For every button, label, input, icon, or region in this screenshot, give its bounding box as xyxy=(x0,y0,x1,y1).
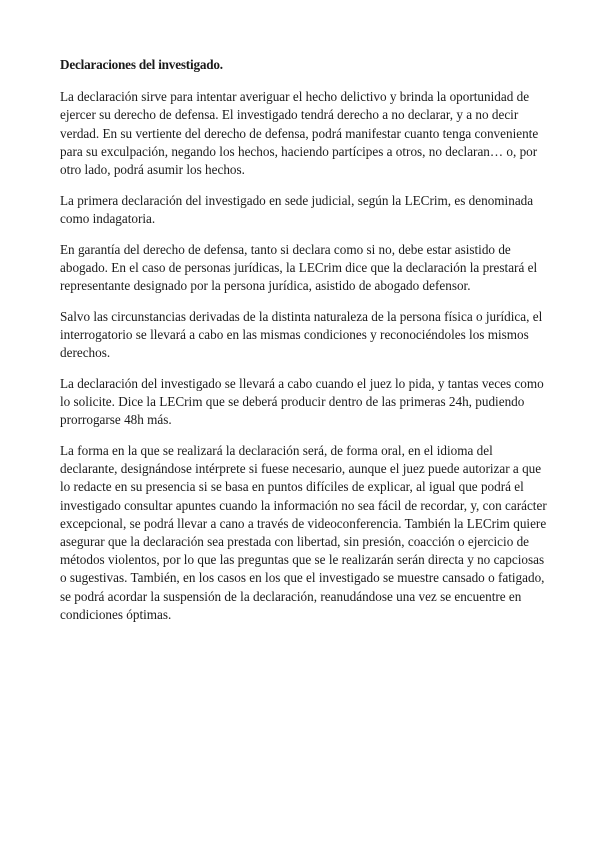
document-title: Declaraciones del investigado. xyxy=(60,57,223,72)
paragraph-6: La forma en la que se realizará la declaración será, de forma oral, en el idioma del declarante, designándose intérprete si fuese necesario, aunque el juez puede autorizar a que lo redacte en su presencia si se basa en puntos difíciles de explicar, al igual que podrá el investigado consultar apuntes cuando la información no sea fácil de recordar, y, con carácter excepcional, se podrá llevar a cano a través de videoconferencia. También la LECrim quiere asegurar que la declaración sea prestada con libertad, sin presión, coacción o ejercicio de métodos violentos, por lo que las preguntas que se le realizarán serán directa y no capciosas o sugestivas. También, en los casos en los que el investigado se muestre cansado o fatigado, se podrá acordar la suspensión de la declaración, reanudándose una vez se encuentre en condiciones óptimas. xyxy=(60,442,547,622)
paragraph-4: Salvo las circunstancias derivadas de la distinta naturaleza de la persona física o jurídica, el interrogatorio se llevará a cabo en las mismas condiciones y reconociéndoles los mismos derechos. xyxy=(60,308,543,361)
paragraph-5: La declaración del investigado se llevará a cabo cuando el juez lo pida, y tantas veces como lo solicite. Dice la LECrim que se deberá producir dentro de las primeras 24h, pudiendo prorrogarse 48h más. xyxy=(60,375,544,428)
paragraph-2: La primera declaración del investigado en sede judicial, según la LECrim, es denominada como indagatoria. xyxy=(60,192,534,226)
paragraph-3: En garantía del derecho de defensa, tanto si declara como si no, debe estar asistido de abogado. En el caso de personas jurídicas, la LECrim dice que la declaración la prestará el representante designado por la persona jurídica, asistido de abogado defensor. xyxy=(60,241,538,294)
paragraph-1: La declaración sirve para intentar averiguar el hecho delictivo y brinda la oportunidad de ejercer su derecho de defensa. El investigado tendrá derecho a no declarar, y a no decir verdad. En su vertiente del derecho de defensa, podrá manifestar cuanto tenga conveniente para su exculpación, negando los hechos, haciendo partícipes a otros, no declaran… o, por otro lado, podrá asumir los hechos. xyxy=(60,89,539,178)
document-page xyxy=(60,56,550,636)
